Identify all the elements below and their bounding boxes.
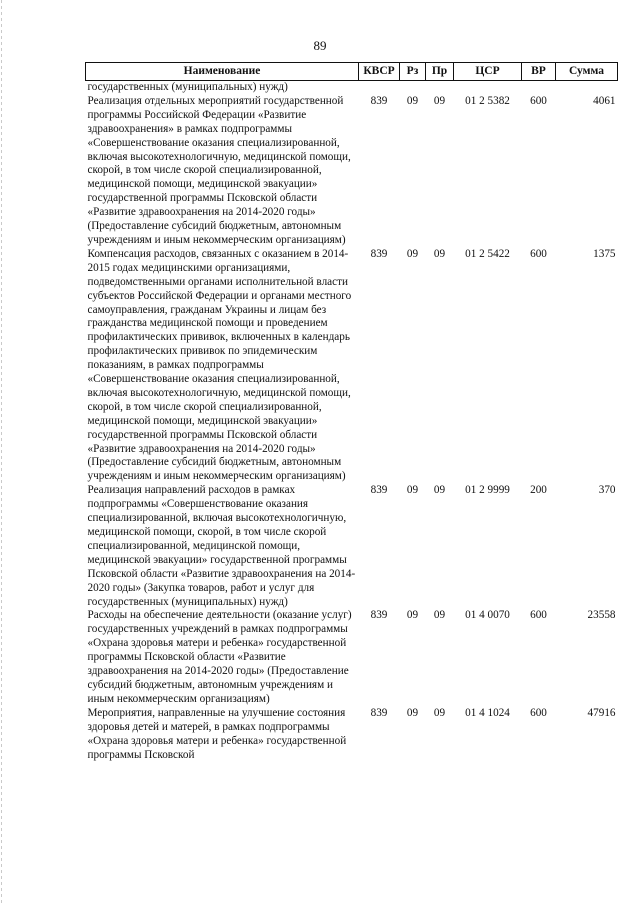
row-name: Расходы на обеспечение деятельности (оказание услуг) государственных учреждений в рамках подпрограммы «Охрана здоровья матери и ребенка» государственной программы Псковской области «Развитие здравоохранения на 2014-2020 годы» (Предоставление субсидий бюджетным, автономным учреждениям и иным некоммерческим организациям) [87, 609, 352, 705]
table-row [86, 95, 618, 248]
table-row [86, 609, 618, 706]
row-sum: 370 [598, 484, 616, 497]
row-rz: 09 [406, 706, 419, 719]
row-sum: 23558 [587, 609, 616, 622]
row-vr: 600 [530, 706, 547, 719]
row-kvsr: 839 [370, 247, 388, 260]
table-row [86, 484, 618, 609]
row-rz: 09 [406, 94, 419, 107]
row-rz: 09 [406, 247, 419, 260]
header-rz: Рз [400, 63, 426, 81]
sheet-edge [1, 0, 2, 905]
row-kvsr: 839 [370, 609, 388, 622]
table-row [86, 81, 618, 95]
row-rz: 09 [406, 484, 419, 497]
row-sum [556, 81, 618, 95]
row-csr [454, 81, 522, 95]
row-rz: 09 [406, 609, 419, 622]
row-csr: 01 2 5382 [465, 94, 510, 107]
row-csr: 01 4 1024 [465, 706, 510, 719]
row-kvsr: 839 [370, 484, 388, 497]
row-name: Компенсация расходов, связанных с оказанием в 2014-2015 годах медицинскими организациями, подведомственными органами исполнительной власти субъектов Российской Федерации и органами местного самоуправления, гражданам Украины и лицам без гражданства медицинской помощи и проведением профилактических прививок, включенных в календарь профилактических прививок по эпидемическим показаниям, в рамках подпрограммы «Совершенствование оказания специализированной, включая высокотехнологичную, медицинской помощи, скорой, в том числе скорой специализированной, медицинской помощи, медицинской эвакуации» государственной программы Псковской области «Развитие здравоохранения на 2014-2020 годы» (Предоставление субсидий бюджетным, автономным учреждениям и иным некоммерческим организациям) [87, 247, 352, 483]
row-vr: 200 [530, 484, 547, 497]
row-pr: 09 [433, 609, 446, 622]
row-name: Мероприятия, направленные на улучшение состояния здоровья детей и матерей, в рамках подпрограммы «Охрана здоровья матери и ребенка» государственной программы Псковской [87, 706, 347, 761]
header-sum: Сумма [556, 63, 618, 81]
page-number: 89 [313, 38, 327, 53]
header-vr: ВР [522, 63, 556, 81]
row-csr: 01 2 5422 [465, 247, 510, 260]
row-pr [426, 81, 454, 95]
row-vr [522, 81, 556, 95]
row-vr: 600 [530, 94, 547, 107]
header-csr: ЦСР [454, 63, 522, 81]
row-name: государственных (муниципальных) нужд) [87, 81, 288, 93]
row-pr: 09 [433, 484, 446, 497]
row-vr: 600 [530, 247, 547, 260]
row-kvsr: 839 [370, 94, 388, 107]
budget-table [85, 62, 618, 762]
table-row [86, 248, 618, 484]
row-rz [400, 81, 426, 95]
row-sum: 4061 [593, 94, 616, 107]
row-pr: 09 [433, 706, 446, 719]
row-vr: 600 [530, 609, 547, 622]
table-header-row [86, 63, 618, 81]
table-row [86, 707, 618, 763]
row-name: Реализация направлений расходов в рамках подпрограммы «Совершенствование оказания специализированной, включая высокотехнологичную, медицинской помощи, скорой, в том числе скорой специализированной, медицинской помощи, медицинской эвакуации» государственной программы Псковской области «Развитие здравоохранения на 2014-2020 годы» (Закупка товаров, работ и услуг для государственных (муниципальных) нужд) [87, 484, 356, 608]
row-kvsr [359, 81, 400, 95]
row-sum: 47916 [587, 706, 616, 719]
header-kvsr: КВСР [359, 63, 400, 81]
row-pr: 09 [433, 94, 446, 107]
row-csr: 01 4 0070 [465, 609, 510, 622]
header-name: Наименование [86, 63, 359, 81]
row-pr: 09 [433, 247, 446, 260]
header-pr: Пр [426, 63, 454, 81]
row-name: Реализация отдельных мероприятий государственной программы Российской Федерации «Развитие здравоохранения» в рамках подпрограммы «Совершенствование оказания специализированной, включая высокотехнологичную, медицинской помощи, скорой, в том числе скорой специализированной, медицинской помощи, медицинской эвакуации» государственной программы Псковской области «Развитие здравоохранения на 2014-2020 годы» (Предоставление субсидий бюджетным, автономным учреждениям и иным некоммерческим организациям) [87, 94, 351, 246]
row-csr: 01 2 9999 [465, 484, 510, 497]
row-sum: 1375 [593, 247, 616, 260]
row-kvsr: 839 [370, 706, 388, 719]
